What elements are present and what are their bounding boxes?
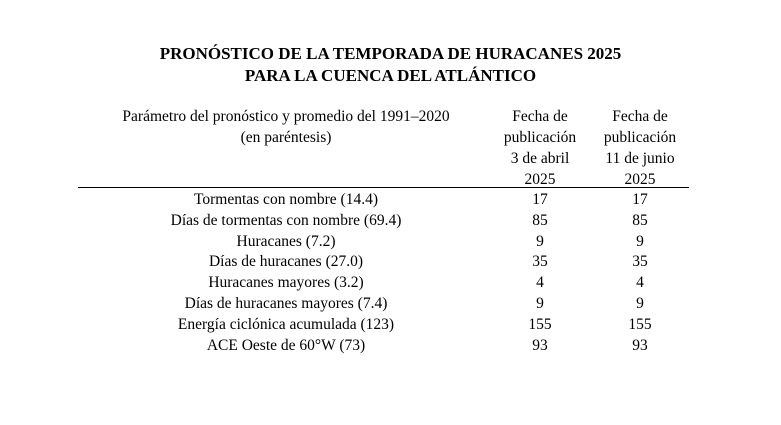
parameter-cell: Huracanes (7.2) (236, 232, 336, 250)
column-header-april-line: 2025 (524, 171, 556, 188)
column-header-june-line: 2025 (624, 171, 656, 188)
parameter-cell: ACE Oeste de 60°W (73) (206, 336, 366, 354)
june-value-cell: 4 (636, 274, 644, 292)
column-header-parameter-line: Parámetro del pronóstico y promedio del 1991–2020 (122, 108, 450, 125)
table-row (0, 315, 781, 336)
document-title-line-2: PARA LA CUENCA DEL ATLÁNTICO (244, 66, 537, 85)
parameter-cell: Tormentas con nombre (14.4) (193, 191, 378, 208)
april-value-cell: 9 (536, 232, 544, 250)
parameter-cell: Días de huracanes (27.0) (208, 253, 364, 271)
forecast-table-body (0, 190, 781, 356)
column-header-june-line: publicación (603, 129, 677, 146)
parameter-cell: Huracanes mayores (3.2) (208, 274, 364, 292)
header-divider (78, 187, 689, 188)
april-value-cell: 93 (532, 336, 548, 354)
april-value-cell: 17 (532, 191, 548, 208)
parameter-cell: Energía ciclónica acumulada (123) (177, 315, 395, 333)
april-value-cell: 9 (536, 294, 544, 312)
april-value-cell: 85 (532, 211, 548, 229)
table-row (0, 273, 781, 294)
june-value-cell: 9 (636, 294, 644, 312)
column-header-parameter-line: (en paréntesis) (240, 129, 332, 146)
parameter-cell: Días de huracanes mayores (7.4) (184, 294, 388, 312)
table-row (0, 336, 781, 357)
table-row (0, 252, 781, 273)
june-value-cell: 85 (632, 211, 648, 229)
table-row (0, 190, 781, 211)
june-value-cell: 93 (632, 336, 648, 354)
column-header-april-line: 3 de abril (510, 150, 570, 167)
parameter-cell: Días de tormentas con nombre (69.4) (170, 211, 402, 229)
june-value-cell: 155 (628, 315, 652, 333)
column-header-april-line: Fecha de (512, 108, 568, 125)
table-row (0, 232, 781, 253)
column-header-april-line: publicación (503, 129, 577, 146)
document-title-line-1: PRONÓSTICO DE LA TEMPORADA DE HURACANES 2025 (159, 44, 622, 63)
june-value-cell: 35 (632, 253, 648, 271)
column-header-june-line: 11 de junio (605, 150, 675, 167)
april-value-cell: 155 (528, 315, 552, 333)
table-row (0, 211, 781, 232)
june-value-cell: 17 (632, 191, 648, 208)
column-header-parameter (96, 106, 476, 148)
column-header-june (588, 106, 692, 190)
april-value-cell: 35 (532, 253, 548, 271)
june-value-cell: 9 (636, 232, 644, 250)
april-value-cell: 4 (536, 274, 544, 292)
column-header-april (490, 106, 590, 190)
column-header-june-line: Fecha de (612, 108, 668, 125)
table-row (0, 294, 781, 315)
